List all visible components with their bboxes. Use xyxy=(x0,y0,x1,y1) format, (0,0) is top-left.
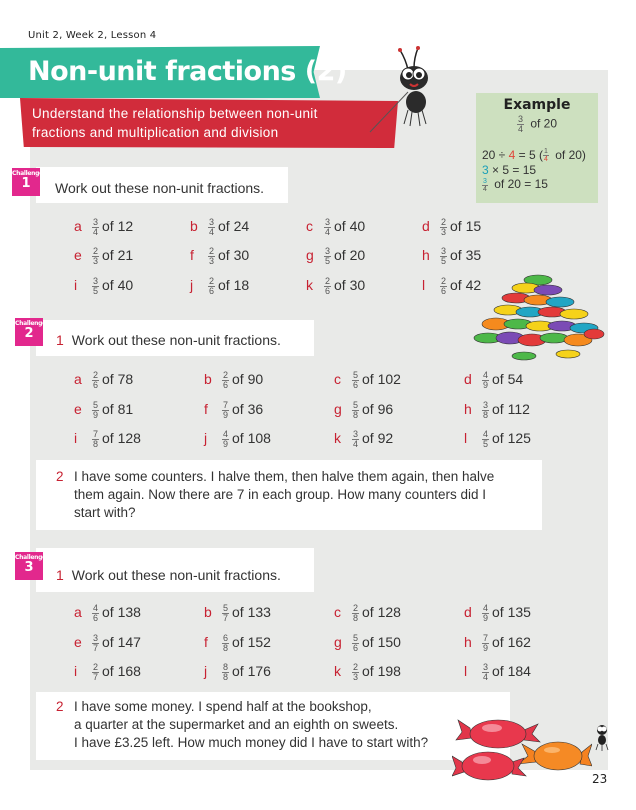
question-item: a $\frac{4}{6}$ of 138 xyxy=(74,603,141,623)
question-item: l $\frac{4}{5}$ of 125 xyxy=(464,429,531,449)
example-question: $\frac{3}{4}$ of 20 xyxy=(517,114,558,134)
challenge-1-instruction: Work out these non-unit fractions. xyxy=(55,180,265,196)
question-item: j $\frac{4}{9}$ of 108 xyxy=(204,429,271,449)
question-item: e $\frac{5}{9}$ of 81 xyxy=(74,400,134,420)
question-item: k $\frac{3}{4}$ of 92 xyxy=(334,429,394,449)
question-item: e $\frac{2}{3}$ of 21 xyxy=(74,246,134,266)
challenge-2-badge: Challenge 2 xyxy=(15,318,43,346)
challenge-3-badge: Challenge 3 xyxy=(15,552,43,580)
question-item: d $\frac{4}{9}$ of 135 xyxy=(464,603,531,623)
question-item: h $\frac{7}{9}$ of 162 xyxy=(464,633,531,653)
question-item: g $\frac{5}{6}$ of 150 xyxy=(334,633,401,653)
ant-mascot-icon xyxy=(362,44,442,136)
question-item: b $\frac{3}{4}$ of 24 xyxy=(190,217,250,237)
unit-label: Unit 2, Week 2, Lesson 4 xyxy=(28,30,157,41)
question-item: h $\frac{3}{5}$ of 35 xyxy=(422,246,482,266)
question-item: e $\frac{3}{7}$ of 147 xyxy=(74,633,141,653)
question-item: i $\frac{7}{8}$ of 128 xyxy=(74,429,141,449)
question-item: d $\frac{4}{9}$ of 54 xyxy=(464,370,524,390)
question-item: f $\frac{6}{8}$ of 152 xyxy=(204,633,271,653)
page-number: 23 xyxy=(592,772,608,786)
lesson-objective: Understand the relationship between non-unit fractions and multiplication and division xyxy=(32,106,318,140)
challenge-2-question-2: 2 I have some counters. I halve them, then halve them again, then halve them again. Now there are 7 in each group. How many counters did I start with? xyxy=(56,469,495,520)
example-title: Example xyxy=(503,97,571,113)
question-item: d $\frac{2}{3}$ of 15 xyxy=(422,217,482,237)
question-item: b $\frac{5}{7}$ of 133 xyxy=(204,603,271,623)
question-item: i $\frac{2}{7}$ of 168 xyxy=(74,662,141,682)
ant-small-icon xyxy=(592,722,612,752)
fraction: $\frac{3}{4}$ xyxy=(517,114,523,134)
example-box xyxy=(476,93,598,203)
question-item: i $\frac{3}{5}$ of 40 xyxy=(74,276,134,296)
challenge-3-instruction: 1 Work out these non-unit fractions. xyxy=(56,567,281,583)
question-item: k $\frac{2}{6}$ of 30 xyxy=(306,276,366,296)
challenge-1-badge: Challenge 1 xyxy=(12,168,40,196)
challenge-2-instruction: 1 Work out these non-unit fractions. xyxy=(56,332,281,348)
question-item: c $\frac{2}{8}$ of 128 xyxy=(334,603,401,623)
question-item: c $\frac{3}{4}$ of 40 xyxy=(306,217,366,237)
question-item: g $\frac{5}{8}$ of 96 xyxy=(334,400,394,420)
example-working: 20 ÷ 4 = 5 ( $\frac{1}{4}$ of 20) 3 × 5 = 15 $\frac{3}{4}$ of 20 = 15 xyxy=(482,148,586,193)
question-item: k $\frac{2}{3}$ of 198 xyxy=(334,662,401,682)
challenge-3-question-2: 2 I have some money. I spend half at the bookshop, a quarter at the supermarket and an eighth on sweets. I have £3.25 left. How much money did I have to start with? xyxy=(56,699,429,750)
question-item: a $\frac{2}{6}$ of 78 xyxy=(74,370,134,390)
question-item: a $\frac{3}{4}$ of 12 xyxy=(74,217,134,237)
question-item: f $\frac{2}{3}$ of 30 xyxy=(190,246,250,266)
question-item: b $\frac{2}{6}$ of 90 xyxy=(204,370,264,390)
question-item: g $\frac{3}{5}$ of 20 xyxy=(306,246,366,266)
question-item: l $\frac{2}{6}$ of 42 xyxy=(422,276,482,296)
question-item: j $\frac{2}{6}$ of 18 xyxy=(190,276,250,296)
sweets-icon xyxy=(452,718,592,784)
question-item: j $\frac{8}{8}$ of 176 xyxy=(204,662,271,682)
page-title: Non-unit fractions (2) xyxy=(28,56,347,87)
question-item: c $\frac{5}{6}$ of 102 xyxy=(334,370,401,390)
question-item: h $\frac{3}{8}$ of 112 xyxy=(464,400,530,420)
counters-pile-icon xyxy=(466,272,606,364)
question-item: f $\frac{7}{9}$ of 36 xyxy=(204,400,264,420)
question-item: l $\frac{3}{4}$ of 184 xyxy=(464,662,531,682)
